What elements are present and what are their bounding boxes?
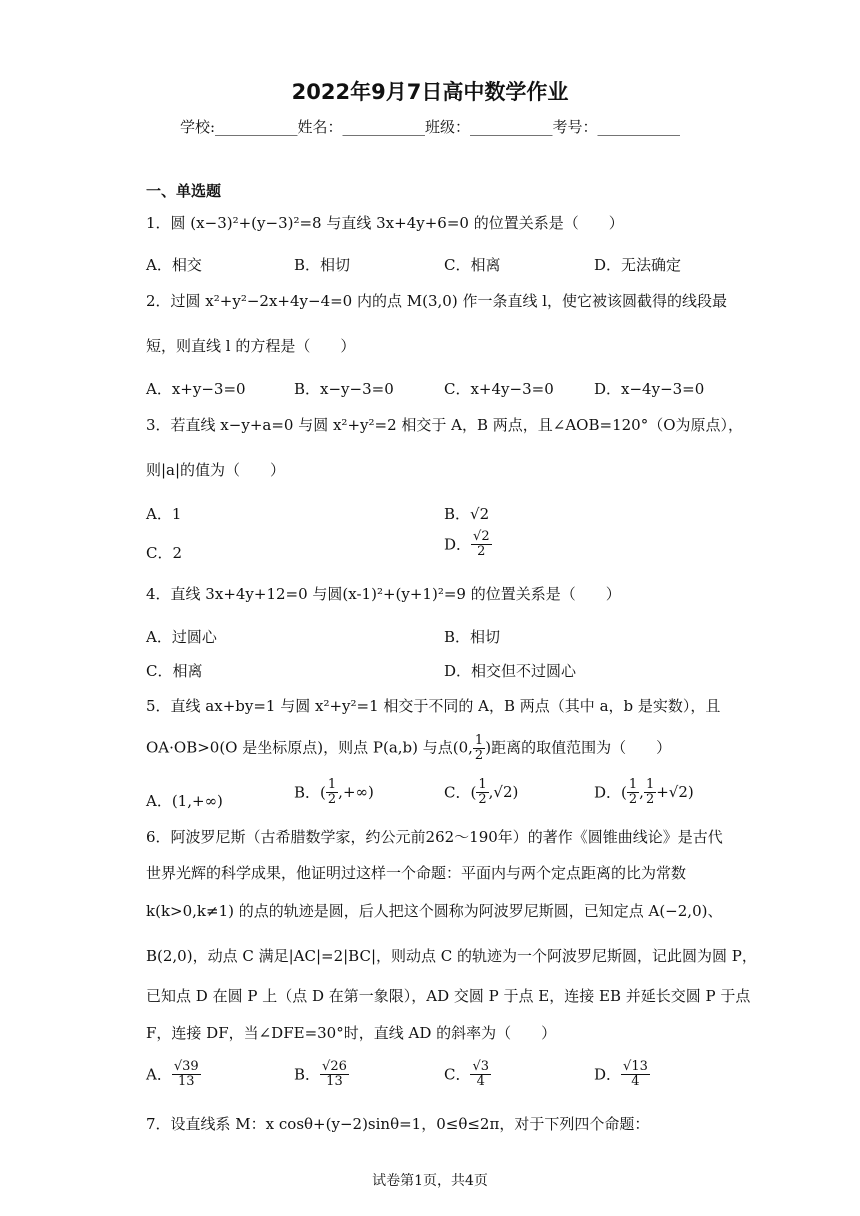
option-open: D．(: [594, 783, 627, 802]
question-3-option-d: [444, 530, 492, 558]
question-5-option-b: [294, 778, 374, 806]
question-1-option-a: A．相交: [146, 256, 202, 274]
option-close: ,√2): [488, 783, 519, 802]
option-c-fraction: [476, 778, 488, 806]
option-b-fraction: [326, 778, 338, 806]
question-1-option-b: B．相切: [294, 256, 351, 274]
question-5-option-d: [594, 778, 694, 806]
fraction-numerator: √3: [472, 1059, 490, 1074]
option-label: A．: [146, 1065, 172, 1084]
fraction-numerator: √13: [623, 1059, 648, 1074]
section-title: 一、单选题: [146, 182, 222, 200]
question-1-option-c: C．相离: [444, 256, 501, 274]
student-info-line: 学校:___________姓名：___________班级：___________考号：___________: [179, 118, 681, 136]
question-2-stem-line2: 短，则直线 l 的方程是（ ）: [146, 337, 356, 355]
question-5-stem-line2: [146, 734, 671, 762]
question-6-line4: B(2,0)，动点 C 满足|AC|=2|BC|，则动点 C 的轨迹为一个阿波罗尼斯圆，记此圆为圆 P，: [146, 947, 757, 965]
question-7-stem: 7．设直线系 M：x cosθ+(y−2)sinθ=1，0≤θ≤2π，对于下列四个命题：: [146, 1115, 650, 1133]
fraction-numerator: √39: [173, 1059, 199, 1074]
question-3-stem-line2: 则|a|的值为（ ）: [146, 461, 286, 479]
page-footer: 试卷第1页，共4页: [372, 1173, 488, 1189]
question-4-option-b: B．相切: [444, 628, 501, 646]
question-4-option-c: C．相离: [146, 662, 203, 680]
fraction-numerator: 1: [478, 777, 487, 792]
question-5-condition: OA·OB>0(O 是坐标原点)，则点 P(a,b) 与点: [146, 738, 453, 757]
question-4-option-a: A．过圆心: [146, 628, 217, 646]
fraction-numerator: 1: [645, 777, 655, 792]
question-2-option-b: B．x−y−3=0: [294, 380, 394, 398]
fraction-numerator: 1: [474, 733, 484, 748]
question-6-line3: k(k>0,k≠1) 的点的轨迹是圆，后人把这个圆称为阿波罗尼斯圆，已知定点 A(−2,0)、: [146, 902, 723, 920]
question-5-stem-line1: 5．直线 ax+by=1 与圆 x²+y²=1 相交于不同的 A，B 两点（其中 a，b 是实数），且: [146, 697, 721, 715]
fraction-denominator: 2: [628, 791, 638, 807]
question-2-option-a: A．x+y−3=0: [146, 380, 246, 398]
question-4-option-d: D．相交但不过圆心: [444, 662, 577, 680]
fraction-numerator: 1: [327, 777, 337, 792]
option-comma: ,: [639, 783, 644, 802]
question-3-option-c: C．2: [146, 544, 183, 562]
question-6-line6: F，连接 DF，当∠DFE=30°时，直线 AD 的斜率为（ ）: [146, 1024, 557, 1042]
question-1-option-d: D．无法确定: [594, 256, 682, 274]
question-5-option-c: [444, 778, 518, 806]
option-fraction: [320, 1060, 349, 1088]
question-6-option-d: [594, 1060, 650, 1088]
question-3-stem-line1: 3．若直线 x−y+a=0 与圆 x²+y²=2 相交于 A，B 两点，且∠AOB=120°（O为原点），: [146, 416, 743, 434]
question-1-stem: 1．圆 (x−3)²+(y−3)²=8 与直线 3x+4y+6=0 的位置关系是（ ）: [146, 214, 624, 232]
fraction-denominator: 2: [478, 791, 487, 807]
option-fraction: [172, 1060, 201, 1088]
option-open: B．(: [294, 783, 326, 802]
option-label: C．: [444, 1065, 471, 1084]
question-6-line2: 世界光辉的科学成果，他证明过这样一个命题：平面内与两个定点距离的比为常数: [146, 864, 687, 882]
option-d-fraction-1: [627, 778, 639, 806]
fraction-numerator: √2: [473, 529, 490, 544]
option-open: C．(: [444, 783, 477, 802]
fraction-numerator: 1: [628, 777, 638, 792]
question-2-option-c: C．x+4y−3=0: [444, 380, 554, 398]
fraction-denominator: 2: [477, 543, 486, 559]
option-label: D．: [594, 1065, 622, 1084]
question-5-point-open: (0,: [452, 738, 473, 757]
fraction-denominator: 4: [476, 1073, 485, 1089]
question-2-stem-line1: 2．过圆 x²+y²−2x+4y−4=0 内的点 M(3,0) 作一条直线 l，使它被该圆截得的线段最: [146, 292, 728, 310]
question-2-option-d: D．x−4y−3=0: [594, 380, 705, 398]
fraction-denominator: 13: [326, 1073, 343, 1089]
question-3-option-d-label: D．: [444, 535, 472, 554]
question-6-option-c: [444, 1060, 491, 1088]
question-6-option-a: [146, 1060, 201, 1088]
question-6-line1: 6．阿波罗尼斯（古希腊数学家，约公元前262～190年）的著作《圆锥曲线论》是古代: [146, 828, 723, 846]
option-fraction: [621, 1060, 650, 1088]
fraction-denominator: 2: [474, 747, 484, 763]
page-title: 2022年9月7日高中数学作业: [291, 80, 569, 104]
question-6-line5: 已知点 D 在圆 P 上（点 D 在第一象限），AD 交圆 P 于点 E，连接 EB 并延长交圆 P 于点: [146, 987, 751, 1005]
option-close: +√2): [656, 783, 694, 802]
question-4-stem: 4．直线 3x+4y+12=0 与圆(x-1)²+(y+1)²=9 的位置关系是（ ）: [146, 585, 621, 603]
question-3-option-b: B．√2: [444, 505, 490, 523]
question-5-half-fraction: [473, 734, 485, 762]
question-3-option-d-fraction: [471, 530, 492, 558]
fraction-numerator: √26: [322, 1059, 347, 1074]
question-5-option-a: A．(1,+∞): [146, 792, 223, 810]
question-5-point-close: ): [485, 738, 492, 757]
option-d-fraction-2: [644, 778, 656, 806]
option-label: B．: [294, 1065, 321, 1084]
fraction-denominator: 4: [631, 1073, 640, 1089]
fraction-denominator: 2: [327, 791, 337, 807]
question-6-option-b: [294, 1060, 349, 1088]
option-fraction: [470, 1060, 491, 1088]
fraction-denominator: 2: [645, 791, 655, 807]
question-5-ask: 距离的取值范围为（ ）: [491, 738, 672, 757]
fraction-denominator: 13: [177, 1073, 195, 1089]
question-3-option-a: A．1: [146, 505, 182, 523]
option-close: ,+∞): [338, 783, 374, 802]
